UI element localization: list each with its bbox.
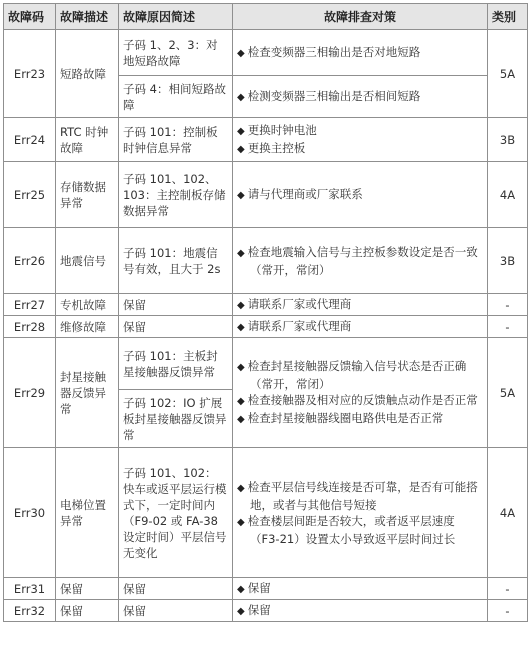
fault-description: 保留 (56, 578, 119, 600)
fault-cause: 子码 1、2、3：对地短路故障 (119, 30, 233, 76)
fault-code: Err28 (4, 316, 56, 338)
fault-cause: 保留 (119, 316, 233, 338)
fault-category: 4A (488, 162, 528, 228)
fault-code: Err29 (4, 338, 56, 448)
header-category: 类别 (488, 4, 528, 30)
table-row (4, 30, 528, 76)
table-row (4, 316, 528, 338)
fault-code: Err27 (4, 294, 56, 316)
table-row (4, 162, 528, 228)
diamond-bullet-icon: ◆ (237, 125, 245, 137)
header-countermeasure: 故障排查对策 (233, 4, 488, 30)
fault-description: 保留 (56, 600, 119, 622)
fault-cause: 子码 101：控制板时钟信息异常 (119, 118, 233, 162)
fault-code: Err24 (4, 118, 56, 162)
table-row (4, 600, 528, 622)
countermeasure (233, 76, 488, 118)
diamond-bullet-icon: ◆ (237, 583, 245, 595)
countermeasure-text: 请与代理商或厂家联系 (247, 186, 363, 201)
header-fault-description: 故障描述 (56, 4, 119, 30)
fault-category: - (488, 294, 528, 316)
fault-category: - (488, 600, 528, 622)
fault-category: 5A (488, 30, 528, 118)
fault-cause: 子码 101：主板封星接触器反馈异常 (119, 338, 233, 390)
table-row (4, 294, 528, 316)
countermeasure (233, 228, 488, 294)
countermeasure-text: 请联系厂家或代理商 (247, 296, 352, 311)
countermeasure (233, 448, 488, 578)
table-row (4, 578, 528, 600)
fault-category: 3B (488, 228, 528, 294)
fault-category: - (488, 316, 528, 338)
fault-code: Err32 (4, 600, 56, 622)
fault-code: Err25 (4, 162, 56, 228)
table-row (4, 228, 528, 294)
fault-code: Err23 (4, 30, 56, 118)
fault-description: 存储数据异常 (56, 162, 119, 228)
countermeasure (233, 316, 488, 338)
diamond-bullet-icon: ◆ (237, 299, 245, 311)
table-row (4, 118, 528, 162)
diamond-bullet-icon: ◆ (237, 143, 245, 155)
countermeasure (233, 294, 488, 316)
fault-category: - (488, 578, 528, 600)
fault-code-table (3, 3, 528, 622)
fault-cause: 保留 (119, 578, 233, 600)
diamond-bullet-icon: ◆ (237, 189, 245, 201)
fault-category: 4A (488, 448, 528, 578)
countermeasure-text: 更换主控板 (247, 140, 306, 155)
fault-category: 5A (488, 338, 528, 448)
fault-description: 封星接触器反馈异常 (56, 338, 119, 448)
fault-cause: 保留 (119, 600, 233, 622)
fault-description: 短路故障 (56, 30, 119, 118)
diamond-bullet-icon: ◆ (237, 321, 245, 333)
countermeasure-text: 检查平层信号线连接是否可靠，是否有可能搭地，或者与其他信号短接 (247, 479, 478, 512)
fault-code: Err26 (4, 228, 56, 294)
diamond-bullet-icon: ◆ (237, 516, 245, 528)
countermeasure-text: 请联系厂家或代理商 (247, 318, 352, 333)
fault-description: 电梯位置异常 (56, 448, 119, 578)
fault-category: 3B (488, 118, 528, 162)
countermeasure (233, 118, 488, 162)
fault-description: 地震信号 (56, 228, 119, 294)
countermeasure-text: 检查地震输入信号与主控板参数设定是否一致（常开，常闭） (247, 244, 478, 277)
header-fault-code: 故障码 (4, 4, 56, 30)
countermeasure-text: 检查封星接触器反馈输入信号状态是否正确（常开，常闭） (247, 358, 467, 391)
table-row (4, 448, 528, 578)
diamond-bullet-icon: ◆ (237, 482, 245, 494)
fault-description: RTC 时钟故障 (56, 118, 119, 162)
countermeasure-text: 检查封星接触器线圈电路供电是否正常 (247, 410, 444, 425)
countermeasure (233, 30, 488, 76)
fault-cause: 子码 101、102、103：主控制板存储数据异常 (119, 162, 233, 228)
countermeasure (233, 600, 488, 622)
fault-cause: 子码 102：IO 扩展板封星接触器反馈异常 (119, 390, 233, 448)
diamond-bullet-icon: ◆ (237, 247, 245, 259)
countermeasure-text: 保留 (247, 602, 271, 617)
diamond-bullet-icon: ◆ (237, 395, 245, 407)
fault-code: Err31 (4, 578, 56, 600)
diamond-bullet-icon: ◆ (237, 605, 245, 617)
countermeasure-text: 检查楼层间距是否较大，或者返平层速度（F3-21）设置太小导致返平层时间过长 (247, 513, 456, 546)
table-row (4, 338, 528, 390)
fault-code: Err30 (4, 448, 56, 578)
fault-cause: 子码 101、102：快车或返平层运行模式下，一定时间内（F9-02 或 FA-38 设定时间）平层信号无变化 (119, 448, 233, 578)
diamond-bullet-icon: ◆ (237, 361, 245, 373)
countermeasure (233, 162, 488, 228)
fault-description: 维修故障 (56, 316, 119, 338)
countermeasure-text: 保留 (247, 580, 271, 595)
header-fault-cause: 故障原因简述 (119, 4, 233, 30)
table-header-row (4, 4, 528, 30)
countermeasure-text: 检查接触器及相对应的反馈触点动作是否正常 (247, 392, 478, 407)
countermeasure (233, 578, 488, 600)
diamond-bullet-icon: ◆ (237, 413, 245, 425)
countermeasure-text: 更换时钟电池 (247, 122, 317, 137)
fault-cause: 子码 101：地震信号有效，且大于 2s (119, 228, 233, 294)
countermeasure-text: 检测变频器三相输出是否相间短路 (247, 88, 421, 103)
countermeasure (233, 338, 488, 448)
fault-cause: 保留 (119, 294, 233, 316)
fault-description: 专机故障 (56, 294, 119, 316)
diamond-bullet-icon: ◆ (237, 91, 245, 103)
diamond-bullet-icon: ◆ (237, 47, 245, 59)
fault-cause: 子码 4：相间短路故障 (119, 76, 233, 118)
countermeasure-text: 检查变频器三相输出是否对地短路 (247, 44, 421, 59)
